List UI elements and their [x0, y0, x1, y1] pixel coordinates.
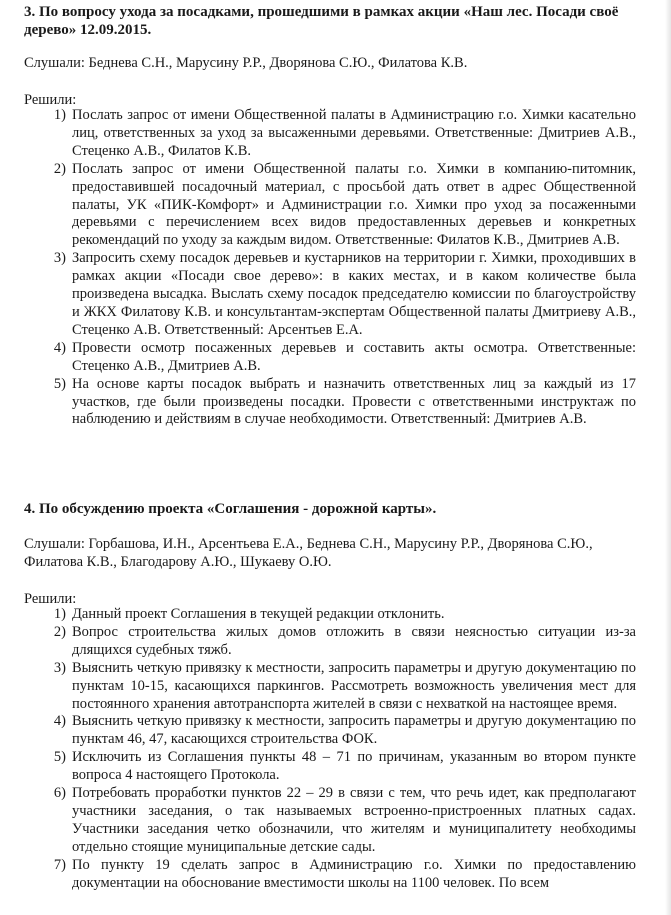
item-text: Послать запрос от имени Общественной палаты г.о. Химки в компанию-питомник, предоставившей посадочный материал, с просьбой дать ответ в адрес Общественной палаты, УК «ПИК-Комфорт» и Администрации г.о. Химки про уход за посаженными деревьями с перечислением всех видов предоставленных деревьев и конкретных рекомендаций по уходу за каждым видом. Ответственные: Филатов К.В., Дмитриев А.В.: [72, 160, 636, 249]
list-item: [24, 161, 636, 251]
list-item: [24, 606, 636, 624]
list-item: [24, 749, 636, 785]
section-4-list: [24, 606, 636, 893]
list-item: [24, 250, 636, 340]
list-item: [24, 107, 636, 161]
item-number: 4): [53, 339, 66, 356]
item-number: 7): [53, 856, 66, 873]
item-text: На основе карты посадок выбрать и назначить ответственных лиц за каждый из 17 участков, где были произведены посадки. Провести с ответственными инструктаж по наблюдению и действиям в случае необходимости. Ответственный: Дмитриев А.В.: [72, 375, 636, 428]
item-number: 1): [53, 606, 66, 622]
list-item: [24, 340, 636, 376]
section-3-heard: Слушали: Беднева С.Н., Марусину Р.Р., Дворянова С.Ю., Филатова К.В.: [24, 55, 468, 71]
section-4-heard: Слушали: Горбашова, И.Н., Арсентьева Е.А., Беднева С.Н., Марусину Р.Р., Дворянова С.Ю., Филатова К.В., Благодарову А.Ю., Шукаеву О.Ю.: [24, 536, 593, 570]
list-item: [24, 713, 636, 749]
item-number: 5): [53, 749, 66, 766]
item-number: 2): [53, 160, 66, 177]
list-item: [24, 624, 636, 660]
list-item: [24, 376, 636, 430]
item-number: 6): [53, 785, 66, 802]
item-text: Потребовать проработки пунктов 22 – 29 в связи с тем, что речь идет, как предполагают участники заседания, о так называемых встроенно-пристроенных платных садах. Участники заседания четко обозначили, что жителям и муниципалитету необходимы отдельно стоящие муниципальные детские сады.: [72, 785, 636, 855]
list-item: [24, 785, 636, 857]
item-text: Вопрос строительства жилых домов отложить в связи неясностью ситуации из-за длящихся судебных тяжб.: [72, 623, 636, 658]
section-3-decided-label: Решили:: [24, 92, 77, 108]
section-4-decided-label: Решили:: [24, 591, 77, 607]
section-4-title: 4. По обсуждению проекта «Соглашения - дорожной карты».: [24, 501, 437, 517]
item-text: Запросить схему посадок деревьев и кустарников на территории г. Химки, проходивших в рамках акции «Посади свое дерево»: в каких местах, и в каком количестве была произведена высадка. Выслать схему посадок председателю комиссии по благоустройству и ЖКХ Филатову К.В. и консультантам-экспертам Общественной палаты Дмитриеву А.В., Стеценко А.В. Ответственный: Арсентьев Е.А.: [72, 250, 636, 338]
item-number: 3): [53, 250, 66, 267]
page-edge-shadow: [665, 0, 671, 915]
item-number: 4): [53, 713, 66, 730]
item-text: Провести осмотр посаженных деревьев и составить акты осмотра. Ответственные: Стеценко А.В., Дмитриев А.В.: [72, 339, 636, 374]
item-text: Исключить из Соглашения пункты 48 – 71 по причинам, указанным во втором пункте вопроса 4 настоящего Протокола.: [72, 749, 636, 784]
section-3-title: 3. По вопросу ухода за посадками, прошедшими в рамках акции «Наш лес. Посади своё дерево» 12.09.2015.: [24, 4, 619, 38]
list-item: [24, 660, 636, 714]
section-3-list: [24, 107, 636, 429]
item-number: 2): [53, 623, 66, 640]
item-text: Выяснить четкую привязку к местности, запросить параметры и другую документацию по пунктам 10-15, касающихся паркингов. Рассмотреть возможность увеличения мест для постоянного хранения автотранспорта жителей в связи с нехваткой на настоящее время.: [72, 659, 636, 712]
item-text: Выяснить четкую привязку к местности, запросить параметры и другую документацию по пунктам 46, 47, касающихся строительства ФОК.: [72, 713, 636, 748]
item-number: 5): [53, 375, 66, 392]
list-item: [24, 857, 636, 893]
item-text: Данный проект Соглашения в текущей редакции отклонить.: [72, 606, 445, 622]
item-number: 3): [53, 659, 66, 676]
item-text: Послать запрос от имени Общественной палаты в Администрацию г.о. Химки касательно лиц, ответственных за уход за высаженными деревьями. Ответственные: Дмитриев А.В., Стеценко А.В., Филатов К.В.: [72, 107, 636, 159]
item-text: По пункту 19 сделать запрос в Администрацию г.о. Химки по предоставлению документации на обоснование вместимости школы на 1100 человек. По всем: [72, 856, 636, 891]
item-number: 1): [53, 107, 66, 123]
